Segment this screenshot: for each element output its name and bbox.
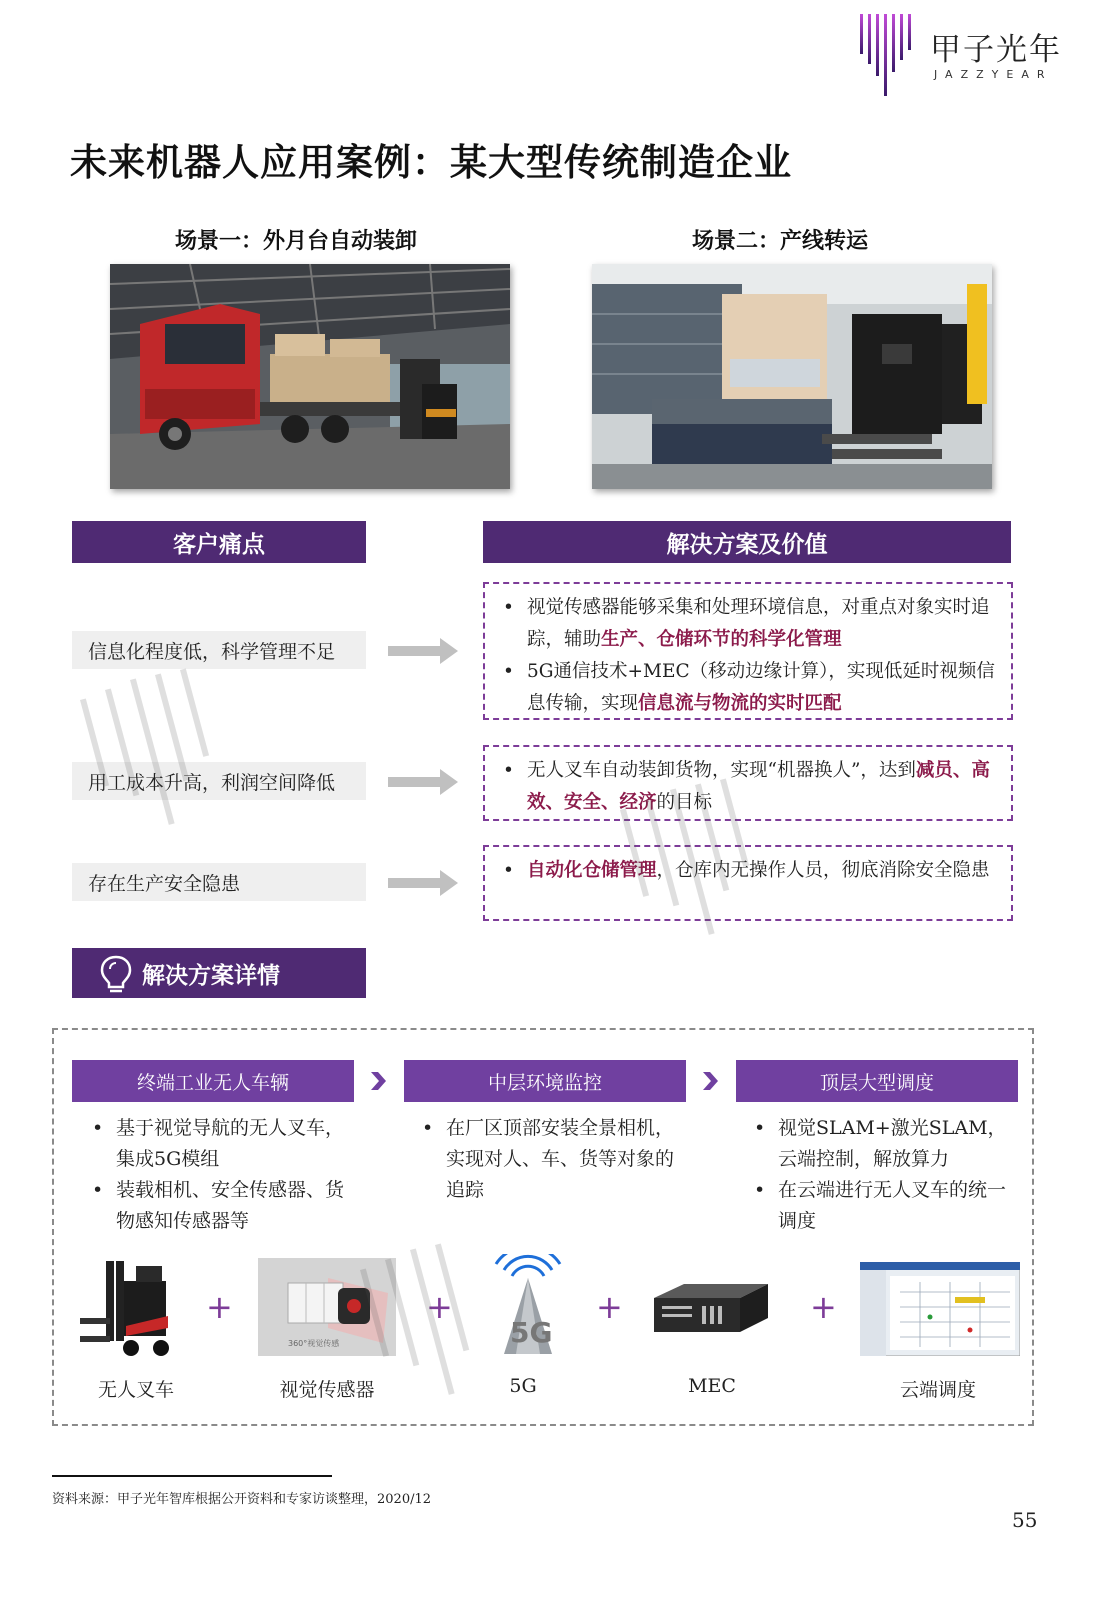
- list-item: • 装载相机、安全传感器、货物感知传感器等: [86, 1175, 358, 1237]
- forklift-image: [76, 1256, 176, 1361]
- column-list-middle: [416, 1113, 688, 1206]
- solution-box-3: [483, 845, 1013, 921]
- product-label-forklift: 无人叉车: [97, 1379, 174, 1401]
- solution-box-1: [483, 582, 1013, 720]
- arrow-right-icon: [388, 868, 458, 898]
- solution-bullet: • 自动化仓储管理，仓库内无操作人员，彻底消除安全隐患: [501, 855, 997, 887]
- solution-box-2: [483, 745, 1013, 821]
- product-label-vision-sensor: 视觉传感器: [279, 1379, 375, 1401]
- product-label-mec: MEC: [688, 1375, 736, 1397]
- source-note: 资料来源：甲子光年智库根据公开资料和专家访谈整理，2020/12: [52, 1492, 432, 1507]
- pain-item-1: 信息化程度低，科学管理不足: [72, 631, 366, 669]
- column-header-terminal: 终端工业无人车辆: [72, 1060, 354, 1102]
- list-item: • 视觉SLAM+激光SLAM，云端控制，解放算力: [748, 1113, 1020, 1175]
- list-item: • 基于视觉导航的无人叉车，集成5G模组: [86, 1113, 358, 1175]
- scene-1-label: 场景一：外月台自动装卸: [175, 228, 418, 254]
- truck-loading-photo: [110, 264, 510, 489]
- column-header-top: 顶层大型调度: [736, 1060, 1018, 1102]
- solution-bullet: • 视觉传感器能够采集和处理环境信息，对重点对象实时追踪，辅助生产、仓储环节的科学化管理: [501, 592, 997, 656]
- chevron-right-icon: [368, 1070, 388, 1092]
- plus-sign: +: [596, 1288, 623, 1326]
- mec-server-image: [648, 1280, 772, 1340]
- arrow-right-icon: [388, 636, 458, 666]
- jazzyear-logo: [858, 12, 1068, 98]
- pain-points-header: 客户痛点: [72, 521, 366, 563]
- pain-item-3: 存在生产安全隐患: [72, 863, 366, 901]
- cloud-dispatch-screenshot: [860, 1262, 1020, 1356]
- chevron-right-icon: [700, 1070, 720, 1092]
- solution-detail-title: 解决方案详情: [142, 962, 280, 989]
- page-number: 55: [1012, 1508, 1038, 1532]
- logo-text-en: JAZZYEAR: [934, 68, 1053, 81]
- pain-item-2: 用工成本升高，利润空间降低: [72, 762, 366, 800]
- column-list-terminal: [86, 1113, 358, 1237]
- page-title: 未来机器人应用案例：某大型传统制造企业: [70, 140, 792, 184]
- scene-2-label: 场景二：产线转运: [692, 228, 869, 254]
- production-line-photo: [592, 264, 992, 489]
- solution-bullet: • 5G通信技术+MEC（移动边缘计算），实现低延时视频信息传输，实现信息流与物流的实时匹配: [501, 656, 997, 720]
- solution-detail-header: [72, 948, 366, 998]
- footnote-divider: [52, 1475, 332, 1477]
- 5g-tower-image: [474, 1254, 582, 1358]
- lightbulb-icon: [98, 954, 134, 994]
- watermark-logo: [600, 700, 1020, 960]
- column-header-middle: 中层环境监控: [404, 1060, 686, 1102]
- product-label-5g: 5G: [509, 1375, 537, 1397]
- logo-bars-icon: [858, 12, 918, 98]
- plus-sign: +: [426, 1288, 453, 1326]
- logo-text-cn: 甲子光年: [930, 32, 1062, 68]
- solution-bullet: • 无人叉车自动装卸货物，实现“机器换人”，达到减员、高效、安全、经济的目标: [501, 755, 997, 819]
- solution-value-header: 解决方案及价值: [483, 521, 1011, 563]
- sensor-caption: 360°视觉传感: [288, 1339, 340, 1348]
- svg-text:5G: 5G: [510, 1316, 553, 1349]
- plus-sign: +: [206, 1288, 233, 1326]
- arrow-right-icon: [388, 767, 458, 797]
- list-item: • 在厂区顶部安装全景相机，实现对人、车、货等对象的追踪: [416, 1113, 688, 1206]
- list-item: • 在云端进行无人叉车的统一调度: [748, 1175, 1020, 1237]
- column-list-top: [748, 1113, 1020, 1237]
- plus-sign: +: [810, 1288, 837, 1326]
- product-label-cloud-dispatch: 云端调度: [899, 1379, 976, 1401]
- vision-sensor-image: [258, 1258, 396, 1356]
